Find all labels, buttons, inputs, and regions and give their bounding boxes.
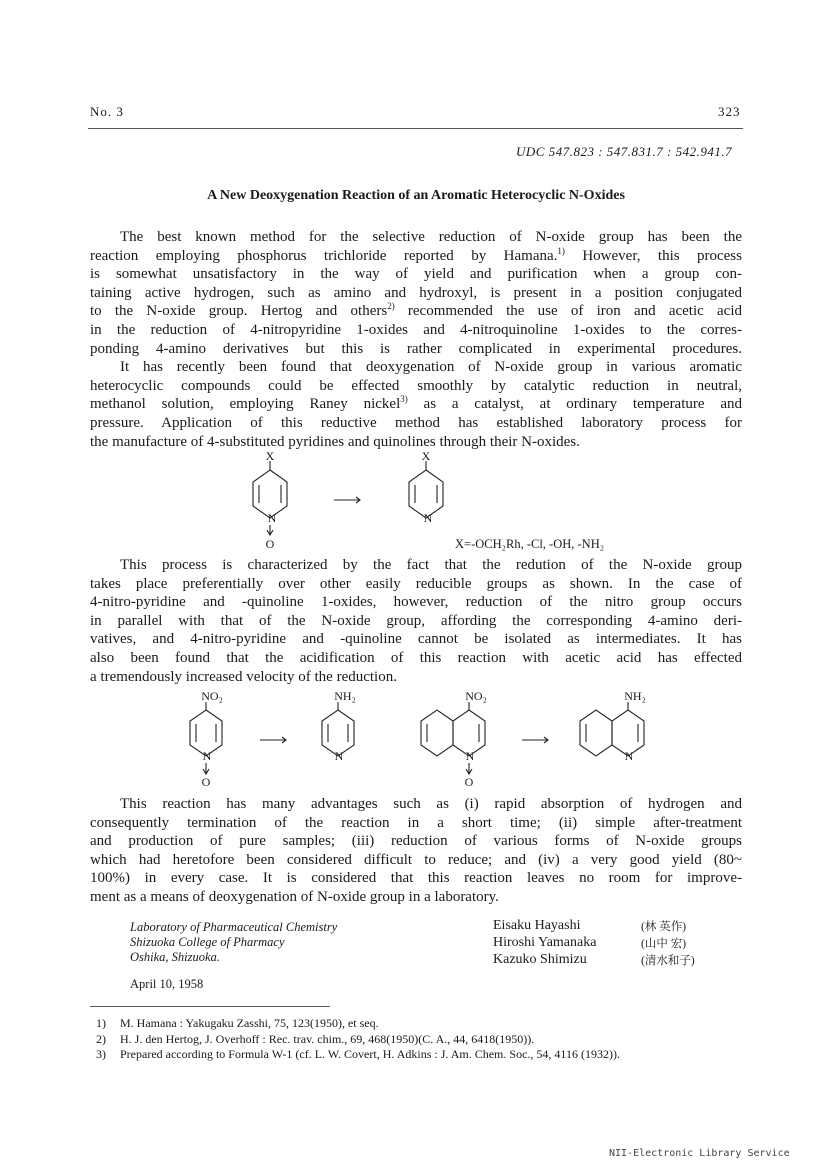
substituent-label: X (421, 449, 431, 463)
received-date: April 10, 1958 (130, 977, 204, 991)
text-line: which had heretofore been considered difficult to reduce; and (iv) a very good yield (80~ (90, 851, 742, 868)
text-line: the manufacture of 4-substituted pyridines and quinolines through their N-oxides. (90, 433, 580, 450)
text-line: reaction employing phosphorus trichloride reported by Hamana.$^{1)}$ However, this process (90, 245, 742, 264)
text-line: also been found that the acidification of this reaction with acetic acid has effected (90, 649, 742, 666)
text-line: heterocyclic compounds could be effected smoothly by catalytic reduction in neutral, (90, 377, 742, 394)
affiliation-line: Shizuoka College of Pharmacy (130, 935, 285, 949)
text-line: in the reduction of 4-nitropyridine 1-oxides and 4-nitroquinoline 1-oxides to the corres- (90, 321, 742, 338)
author-kanji: (林 英作) (641, 921, 687, 933)
aminoquinoline-structure (580, 702, 644, 756)
page-number: 323 (718, 104, 741, 119)
author-kanji: (山中 宏) (641, 938, 687, 950)
nitrogen-label: N (465, 749, 475, 763)
reference-mark: 3) (400, 394, 408, 405)
oxygen-label: O (464, 775, 474, 789)
affiliation-line: Oshika, Shizuoka. (130, 950, 220, 964)
nitro-label: NO₂ (201, 689, 223, 703)
text-line: to the N-oxide group. Hertog and others$^{2)}$ recommended the use of iron and acetic acid (90, 301, 743, 320)
footnote-text: H. J. den Hertog, J. Overhoff : Rec. trav. chim., 69, 468(1950)(C. A., 44, 6418(1950)). (120, 1032, 535, 1046)
nitrogen-label: N (624, 749, 634, 763)
footnote-text: Prepared according to Formula W-1 (cf. L. W. Covert, H. Adkins : J. Am. Chem. Soc., 54, 4116 (1932)). (120, 1047, 620, 1061)
footnote-number: 3) (96, 1047, 106, 1061)
text-line: The best known method for the selective reduction of N-oxide group has been the (120, 229, 742, 245)
text-line: taining active hydrogen, such as amino and hydroxyl, is present in a position conjugated (90, 284, 742, 301)
reference-mark: 2) (387, 301, 395, 312)
author-name: Kazuko Shimizu (493, 952, 587, 967)
footer-credit: NII-Electronic Library Service (609, 1148, 790, 1159)
journal-issue: No. 3 (90, 104, 124, 119)
text-line: and production of pure samples; (iii) reduction of various forms of N-oxide groups (90, 833, 742, 850)
footnote-number: 1) (96, 1016, 106, 1030)
affiliation (130, 920, 337, 965)
text-line: takes place preferentially over other easily reducible groups as shown. In the case of (90, 575, 742, 592)
text-line: is somewhat unsatisfactory in the way of yield and purification when a group con- (90, 266, 742, 283)
substituent-label: X (265, 449, 275, 463)
nitrogen-label: N (423, 511, 433, 525)
text-line: It has recently been found that deoxygenation of N-oxide group in various aromatic (120, 359, 742, 376)
text-line: vatives, and 4-nitro-pyridine and -quinoline cannot be isolated as intermediates. It has (90, 631, 742, 648)
text-line: a tremendously increased velocity of the reduction. (90, 668, 397, 685)
text-line: methanol solution, employing Raney nickel$^{3)}$ as a catalyst, at ordinary temperature and (90, 394, 742, 413)
footnote-text: M. Hamana : Yakugaku Zasshi, 75, 123(1950), et seq. (120, 1016, 379, 1030)
nitropyridine-n-oxide-structure (190, 702, 222, 774)
nitro-label: NO₂ (465, 689, 487, 703)
footnote-number: 2) (96, 1032, 106, 1046)
text-line: consequently termination of the reaction in a short time; (ii) simple after-treatment (90, 814, 742, 831)
footnote-rule (90, 1006, 330, 1007)
author-kanji: (清水和子) (641, 955, 695, 967)
nitroquinoline-n-oxide-structure (421, 702, 485, 774)
text-line: 4-nitro-pyridine and -quinoline 1-oxides, however, reduction of the nitro group occurs (90, 594, 742, 611)
aminopyridine-structure (322, 702, 354, 756)
oxygen-label: O (265, 537, 275, 551)
pyridine-structure (409, 461, 443, 518)
reference-mark: 1) (557, 245, 565, 256)
text-line: ment as a means of deoxygenation of N-oxide group in a laboratory. (90, 888, 499, 905)
author-name: Hiroshi Yamanaka (493, 935, 597, 950)
nitrogen-label: N (334, 749, 344, 763)
article-title: A New Deoxygenation Reaction of an Aromatic Heterocyclic N-Oxides (207, 188, 625, 203)
oxygen-label: O (201, 775, 211, 789)
text-line: pressure. Application of this reductive method has established laboratory process for (90, 414, 742, 431)
paragraph-4 (90, 795, 742, 907)
text-line: in parallel with that of the N-oxide group, affording the corresponding 4-amino deri- (90, 612, 742, 629)
reaction-arrow (334, 497, 360, 503)
text-line: This reaction has many advantages such as (i) rapid absorption of hydrogen and (120, 796, 742, 812)
amino-label: NH₂ (624, 689, 646, 703)
affiliation-line: Laboratory of Pharmaceutical Chemistry (130, 920, 338, 934)
amino-label: NH₂ (334, 689, 356, 703)
nitrogen-label: N (267, 511, 277, 525)
author-kanji-list (641, 919, 695, 970)
nitrogen-label: N (202, 749, 212, 763)
author-list (493, 917, 596, 968)
paragraph-3 (90, 556, 742, 686)
author-name: Eisaku Hayashi (493, 918, 581, 933)
udc-code: UDC 547.823 : 547.831.7 : 542.941.7 (516, 144, 733, 159)
reaction-arrow (260, 737, 286, 743)
text-line: 100%) in every case. It is considered that this reaction leaves no room for improve- (90, 870, 742, 887)
substituent-definition: X=-OCH₂Rh, -Cl, -OH, -NH₂ (455, 537, 605, 551)
reaction-arrow (522, 737, 548, 743)
text-line: ponding 4-amino derivatives but this is rather complicated in experimental procedures. (90, 340, 742, 357)
text-line: This process is characterized by the fact that the redution of the N-oxide group (120, 557, 742, 573)
